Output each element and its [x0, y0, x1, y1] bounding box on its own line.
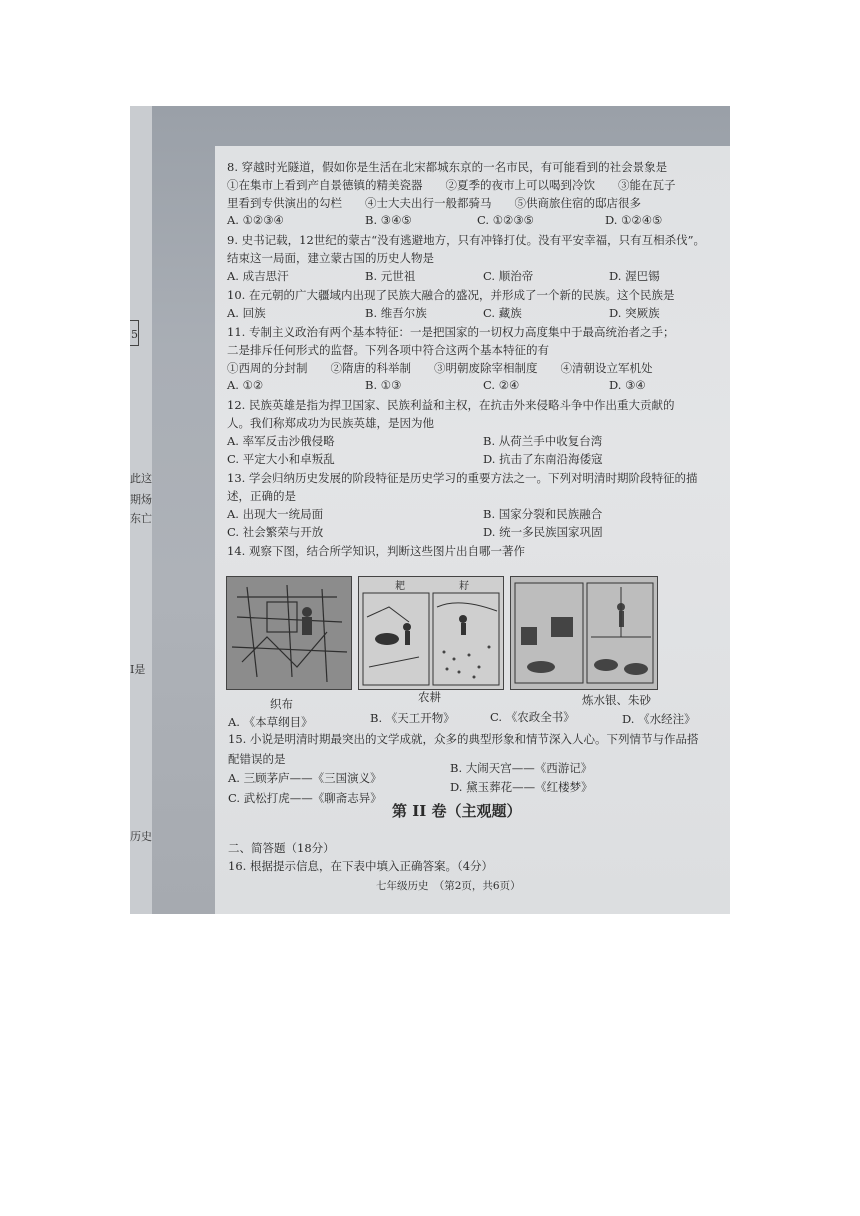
- q16-stem: 16. 根据提示信息，在下表中填入正确答案。（4分）: [228, 859, 494, 873]
- margin-snippet: 期炀: [130, 493, 152, 506]
- q9-option-b: B. 元世祖: [365, 269, 416, 283]
- q13-option-d: D. 统一多民族国家巩固: [483, 525, 603, 539]
- q9-stem-2: 结束这一局面，建立蒙古国的历史人物是: [227, 251, 434, 265]
- adjacent-page-edge: [130, 106, 152, 914]
- q11-option-a: A. ①②: [227, 378, 264, 392]
- margin-snippet: 5: [131, 328, 138, 341]
- figure-caption-weaving: 织布: [270, 697, 293, 711]
- q13-stem: 13. 学会归纳历史发展的阶段特征是历史学习的重要方法之一。下列对明清时期阶段特征的描: [227, 471, 698, 485]
- q12-option-d: D. 抗击了东南沿海倭寇: [483, 452, 603, 466]
- figure-caption-mercury: 炼水银、朱砂: [582, 693, 651, 707]
- q15-stem-2: 配错误的是: [228, 752, 286, 766]
- q10-stem: 10. 在元朝的广大疆域内出现了民族大融合的盛况，并形成了一个新的民族。这个民族是: [227, 288, 675, 302]
- q15-option-c: C. 武松打虎——《聊斋志异》: [228, 791, 382, 805]
- page-footer: 七年级历史 （第2页，共6页）: [376, 880, 521, 892]
- q9-stem: 9. 史书记载，12世纪的蒙古“没有逃避地方，只有冲锋打仗。没有平安幸福，只有互相杀伐”。: [227, 233, 706, 247]
- margin-snippet: 此这: [130, 472, 152, 485]
- q8-items-2: 里看到专供演出的勾栏 ④士大夫出行一般都骑马 ⑤供商旅住宿的邸店很多: [227, 196, 641, 210]
- q14-option-b: B. 《天工开物》: [370, 711, 455, 725]
- q13-option-b: B. 国家分裂和民族融合: [483, 507, 603, 521]
- q11-stem-2: 二是排斥任何形式的监督。下列各项中符合这两个基本特征的有: [227, 343, 549, 357]
- margin-snippet: 东亡: [130, 512, 152, 525]
- q14-option-c: C. 《农政全书》: [490, 710, 575, 724]
- figure-farming: [358, 576, 504, 690]
- q13-option-a: A. 出现大一统局面: [227, 507, 324, 521]
- q12-option-b: B. 从荷兰手中收复台湾: [483, 434, 603, 448]
- scanned-photo: [130, 106, 730, 914]
- q13-stem-2: 述，正确的是: [227, 489, 296, 503]
- weaving-illustration: [227, 577, 351, 689]
- q13-option-c: C. 社会繁荣与开放: [227, 525, 324, 539]
- q15-stem: 15. 小说是明清时期最突出的文学成就，众多的典型形象和情节深入人心。下列情节与作品搭: [228, 732, 699, 746]
- q15-option-d: D. 黛玉葬花——《红楼梦》: [450, 780, 593, 794]
- q10-option-d: D. 突厥族: [609, 306, 660, 320]
- q9-option-a: A. 成吉思汗: [227, 269, 289, 283]
- figure-mercury: [510, 576, 658, 690]
- q11-option-c: C. ②④: [483, 378, 520, 392]
- q8-option-c: C. ①②③⑤: [477, 213, 534, 227]
- q11-stem: 11. 专制主义政治有两个基本特征：一是把国家的一切权力高度集中于最高统治者之手；: [227, 325, 675, 339]
- figure-weaving: [226, 576, 352, 690]
- q8-option-a: A. ①②③④: [227, 213, 284, 227]
- q12-stem: 12. 民族英雄是指为捍卫国家、民族利益和主权，在抗击外来侵略斗争中作出重大贡献的: [227, 398, 675, 412]
- q14-option-d: D. 《水经注》: [622, 712, 696, 726]
- q8-items-1: ①在集市上看到产自景德镇的精美瓷器 ②夏季的夜市上可以喝到冷饮 ③能在瓦子: [227, 178, 676, 192]
- q14-stem: 14. 观察下图，结合所学知识，判断这些图片出自哪一著作: [227, 544, 525, 558]
- figure-title-right: 耔: [459, 581, 469, 592]
- q9-option-d: D. 渥巴锡: [609, 269, 660, 283]
- figure-caption-farming: 农耕: [418, 690, 441, 704]
- q12-stem-2: 人。我们称郑成功为民族英雄，是因为他: [227, 416, 434, 430]
- q15-option-b: B. 大闹天宫——《西游记》: [450, 761, 593, 775]
- q8-option-d: D. ①②④⑤: [605, 213, 663, 227]
- q9-option-c: C. 顺治帝: [483, 269, 534, 283]
- q12-option-c: C. 平定大小和卓叛乱: [227, 452, 335, 466]
- q15-option-a: A. 三顾茅庐——《三国演义》: [228, 771, 382, 785]
- q8-stem: 8. 穿越时光隧道，假如你是生活在北宋都城东京的一名市民，有可能看到的社会景象是: [227, 160, 668, 174]
- q8-option-b: B. ③④⑤: [365, 213, 412, 227]
- q10-option-c: C. 藏族: [483, 306, 522, 320]
- q10-option-a: A. 回族: [227, 306, 266, 320]
- margin-snippet: I是: [130, 663, 146, 676]
- mercury-illustration: [511, 577, 657, 689]
- q12-option-a: A. 率军反击沙俄侵略: [227, 434, 335, 448]
- q11-items: ①西周的分封制 ②隋唐的科举制 ③明朝废除宰相制度 ④清朝设立军机处: [227, 361, 653, 375]
- farming-illustration: [359, 577, 503, 689]
- section-title: 第 II 卷（主观题）: [392, 802, 522, 820]
- q14-option-a: A. 《本草纲目》: [228, 715, 313, 729]
- margin-snippet: 历史: [130, 830, 152, 843]
- q10-option-b: B. 维吾尔族: [365, 306, 427, 320]
- figure-title-left: 耙: [395, 581, 405, 592]
- part2-heading: 二、简答题（18分）: [228, 841, 335, 855]
- q11-option-d: D. ③④: [609, 378, 646, 392]
- q11-option-b: B. ①③: [365, 378, 402, 392]
